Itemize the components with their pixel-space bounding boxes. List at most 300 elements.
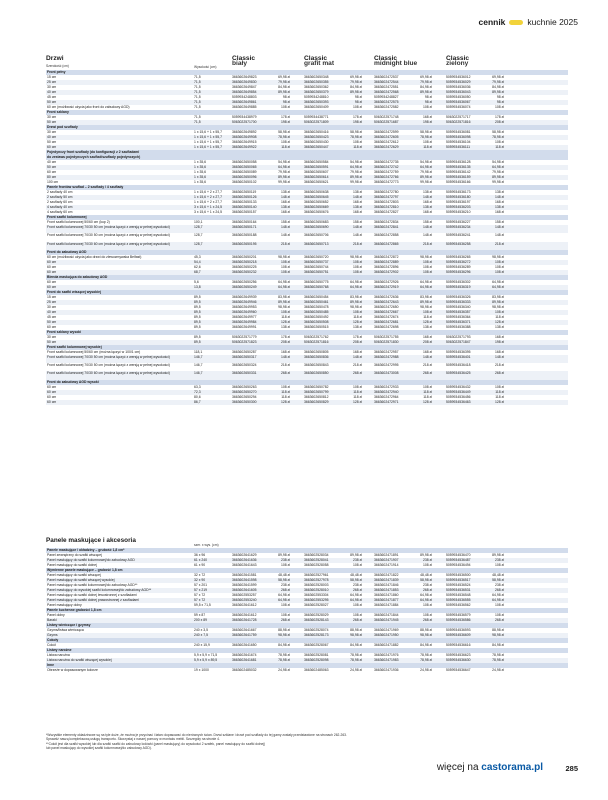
price: 198 zł (280, 120, 290, 124)
price: 148 zł (422, 233, 432, 238)
table-row (46, 400, 568, 405)
price: 118 zł (423, 314, 432, 319)
price: 238 zł (280, 558, 290, 562)
ean-code: 3663602472544 (374, 80, 399, 84)
price: 268 zł (352, 618, 362, 622)
ean-code: 5063022571779 (232, 334, 257, 339)
ean-code: 3663602649960 (232, 309, 257, 314)
category-label: Front szklany (47, 110, 69, 114)
ean-code: 3663602528067 (304, 643, 329, 647)
item-dimension: 36 x 96 (194, 553, 206, 557)
price: 89,98 zł (420, 90, 432, 94)
item-dimension: 45,3 (194, 254, 201, 259)
price: 64,98 zł (350, 284, 362, 289)
ean-code: 3663602528041 (304, 558, 329, 562)
ean-code: 3663602528098 (304, 658, 329, 662)
item-name: Front szafki kolumnowej 70/30 60 cm (można łączyć z wersją w pełnej wysokości) (47, 241, 170, 246)
price: 69,98 zł (350, 75, 362, 79)
price: 108 zł (494, 563, 504, 567)
price: 138 zł (280, 324, 290, 329)
ean-code: 3663602650355 (304, 80, 329, 84)
item-dimension: 13,8 (194, 284, 201, 289)
ean-code: 3663602650461 (304, 299, 329, 304)
ean-code: 3663602650850 (304, 371, 329, 376)
ean-code: 5063022571748 (374, 115, 399, 119)
price: 148 zł (352, 354, 362, 359)
price: 268 zł (352, 371, 362, 376)
price: 138 zł (422, 190, 432, 194)
ean-code: 3663602472681 (374, 319, 399, 324)
price: 148 zł (352, 195, 362, 199)
item-name: 80 cm (47, 175, 57, 179)
price: 48,48 zł (350, 573, 362, 577)
ean-code: 3663602528029 (304, 613, 329, 617)
ean-code: 3663602650416 (304, 130, 329, 134)
ean-code: 5059934536340 (446, 304, 471, 309)
ean-code: 3663602472872 (374, 254, 399, 259)
site-name: castorama.pl (481, 762, 543, 773)
ean-code: 3663602471882 (374, 643, 399, 647)
ean-code: 5059934536364 (446, 314, 471, 319)
price: 58,98 zł (278, 578, 290, 582)
price: 108 zł (422, 613, 432, 617)
item-dimension: 61 x 90 (194, 563, 206, 567)
price: 268 zł (280, 618, 290, 622)
price: 168 zł (352, 349, 362, 354)
item-name: 50 cm (47, 319, 57, 324)
price: 208 zł (352, 339, 362, 344)
table-row (46, 668, 568, 673)
ean-code: 3663602649977 (232, 314, 257, 319)
price: 98 zł (496, 95, 504, 99)
ean-code: 5059934536197 (446, 200, 471, 204)
price: 118 zł (281, 394, 290, 399)
ean-code: 5059934536371 (446, 319, 471, 324)
item-dimension: 240 x 15,9 (194, 643, 210, 647)
item-name: Panel zewnętrzny do szafki wiszącej (47, 553, 102, 557)
price: 98 zł (496, 100, 504, 104)
price: 128 zł (280, 319, 290, 324)
ean-code: 3663602472964 (374, 394, 399, 399)
item-name: 45 cm (47, 95, 57, 99)
price: 99,98 zł (420, 180, 432, 184)
item-dimension: 59,5 x 71,5 (194, 603, 211, 607)
ean-code: 5059934536173 (446, 190, 471, 194)
price: 79,98 zł (420, 170, 432, 174)
price: 84,98 zł (350, 85, 362, 89)
item-name: Obrzeże w dopasowanym kolorze (47, 668, 98, 672)
price: 238 zł (422, 583, 432, 587)
item-dimension: 71,5 (194, 120, 201, 124)
ean-code: 3663602650287 (232, 349, 257, 354)
item-dimension: 19 x 1000 (194, 668, 209, 672)
price: 218 zł (494, 241, 504, 246)
item-dimension: 62,6 (194, 264, 201, 269)
ean-code: 3663602649953 (232, 304, 257, 309)
ean-code: 3663602650584 (304, 160, 329, 164)
item-name: 60 cm (47, 264, 57, 269)
price: 108 zł (422, 309, 432, 314)
ean-code: 5063022571687 (374, 120, 399, 124)
price: 108 zł (422, 105, 432, 109)
item-dimension: 3 x 15,6 + 1 x 24,5 (194, 210, 222, 214)
ean-code: 5059934536166 (446, 180, 471, 184)
ean-code: 3663602650669 (304, 205, 329, 209)
ean-code: 3663602650652 (304, 200, 329, 204)
ean-code: 3663602650324 (232, 363, 257, 368)
price: 64,98 zł (492, 593, 504, 597)
ean-code: 5059934536128 (446, 160, 471, 164)
ean-code: 5059934536418 (446, 363, 471, 368)
price: 108 zł (352, 613, 362, 617)
price: 58,98 zł (420, 578, 432, 582)
ean-code: 3663602650751 (304, 269, 329, 274)
price: 118 zł (281, 314, 290, 319)
ean-code: 3663602472803 (374, 200, 399, 204)
item-dimension: 63,3 (194, 384, 201, 389)
ean-code: 3663602472575 (374, 100, 399, 104)
ean-code: 5063022571762 (304, 334, 329, 339)
price: 148 zł (494, 195, 504, 199)
price: 89,98 zł (350, 299, 362, 304)
item-dimension: 1 x 35,6 (194, 170, 207, 174)
price: 128 zł (494, 319, 504, 324)
table-row (46, 233, 568, 241)
price: 238 zł (494, 558, 504, 562)
price: 168 zł (352, 210, 362, 214)
price: 108 zł (494, 259, 504, 264)
ean-code: 3663602641581 (232, 573, 257, 577)
price: 148 zł (494, 225, 504, 229)
price: 78,98 zł (420, 658, 432, 662)
ean-code: 5063022571755 (374, 334, 399, 339)
price: 238 zł (494, 583, 504, 587)
ean-code: 3663602649946 (232, 299, 257, 304)
price: 83,98 zł (492, 294, 504, 299)
item-dimension: 1 x 35,6 (194, 180, 207, 184)
item-dimension: 1 x 35,6 (194, 175, 207, 179)
price: 138 zł (494, 324, 504, 329)
ean-code: 3663602472797 (374, 195, 399, 199)
ean-code: 5059934536012 (446, 75, 471, 79)
price: 79,98 zł (278, 80, 290, 84)
price: 64,98 zł (420, 279, 432, 284)
table-row (46, 355, 568, 363)
price: 84,98 zł (420, 643, 432, 647)
item-name: 50 cm (47, 339, 57, 344)
ean-code: 5059934536319 (446, 284, 471, 289)
price: 79,98 zł (278, 170, 290, 174)
ean-code: 3663602472698 (374, 324, 399, 329)
ean-code: 3663602650102 (232, 180, 257, 184)
price: 208 zł (422, 339, 432, 344)
item-name: Panel maskujący do szafki dolnej (47, 563, 97, 567)
price: 54,98 zł (420, 160, 432, 164)
category-label: Blenda maskująca do zabudowy AGD (47, 274, 108, 279)
price: 79,98 zł (350, 170, 362, 174)
price: 218 zł (422, 363, 432, 368)
price: 118 zł (281, 145, 290, 149)
ean-code: 5059934536623 (446, 653, 471, 657)
section-doors-header (46, 56, 568, 70)
price: 128 zł (422, 399, 432, 404)
price: 89,98 zł (420, 553, 432, 557)
ean-code: 5059934536500 (446, 573, 471, 577)
item-dimension: 1 x 15,6 + 2 x 27,7 (194, 190, 222, 194)
ean-code: 3663602472551 (374, 85, 399, 89)
price: 148 zł (280, 354, 290, 359)
price: 168 zł (494, 349, 504, 354)
ean-code: 3663602641643 (232, 563, 257, 567)
ean-code: 3663602472995 (374, 363, 399, 368)
category-label: Drzwi pod szuflady (47, 125, 78, 129)
price: 98,98 zł (278, 633, 290, 637)
price: 108 zł (280, 259, 290, 264)
ean-code: 3663602528074 (304, 628, 329, 632)
price: 98 zł (354, 95, 362, 99)
item-dimension: 1 x 15,6 + 1 x 55,7 (194, 130, 222, 134)
price: 98,98 zł (492, 304, 504, 309)
ean-code: 3663602650171 (232, 225, 257, 229)
item-name: 50 cm (47, 100, 57, 104)
item-dimension: 118,1 (194, 349, 203, 354)
price: 108 zł (280, 140, 290, 144)
ean-code: 3663602650843 (304, 363, 329, 368)
price: 99,98 zł (350, 180, 362, 184)
price: 64,98 zł (492, 165, 504, 169)
item-name: Front szafki kolumnowej 70/30 50 cm (można łączyć z wersją w pełnej wysokości) (47, 363, 170, 368)
price: 118 zł (353, 389, 362, 394)
price: 268 zł (494, 371, 504, 376)
category-label: Front szklany wysoki (47, 329, 82, 334)
ean-code: 3663602650218 (232, 259, 257, 264)
price: 198 zł (352, 120, 362, 124)
item-dimension: 68,7 (194, 269, 201, 274)
item-name: Panel maskujący do szafki kolumnowej/do zabudowy AGD (47, 558, 135, 562)
price: 79,98 zł (492, 170, 504, 174)
price: 108 zł (422, 563, 432, 567)
ean-code: 3663602528034 (304, 553, 329, 557)
section-panels (46, 538, 568, 673)
ean-code: 3663602649915 (232, 140, 257, 144)
ean-code: 3663602650638 (304, 190, 329, 194)
price: 89,98 zł (350, 90, 362, 94)
price: 108 zł (280, 603, 290, 607)
item-dimension: 89,5 (194, 309, 201, 314)
price: 64,98 zł (278, 279, 290, 284)
price: 118 zł (353, 314, 362, 319)
ean-code: 5059934536104 (446, 140, 471, 144)
ean-code: 3663602472889 (374, 259, 399, 264)
price: 84,98 zł (420, 85, 432, 89)
price: 108 zł (494, 269, 504, 274)
ean-code: 3663602650201 (232, 254, 257, 259)
price: 98 zł (354, 100, 362, 104)
item-name: 40 cm (47, 90, 57, 94)
price: 58,98 zł (278, 130, 290, 134)
ean-code: 5059934536524 (446, 583, 471, 587)
price: 148 zł (352, 225, 362, 229)
price: 98,98 zł (278, 304, 290, 309)
price: 108 zł (494, 309, 504, 314)
col3-title: Classic (374, 55, 398, 62)
ean-code: 5059934536210 (446, 210, 471, 214)
price: 108 zł (352, 309, 362, 314)
price: 118 zł (423, 145, 432, 149)
item-name: 60 cm (47, 384, 57, 389)
price: 218 zł (422, 241, 432, 246)
site-link[interactable] (437, 762, 543, 773)
item-name: Baraki (47, 618, 57, 622)
item-dimension: 71,5 (194, 105, 201, 109)
item-dimension: 100,1 (194, 220, 203, 224)
ean-code: 3663602641728 (232, 618, 257, 622)
ean-code: 3663602472650 (374, 304, 399, 309)
ean-code: 3663602641667 (232, 628, 257, 632)
item-dimension: 72,3 (194, 389, 201, 394)
footnote: Sprawdź naszą kompleksową usługę transportu. Skorzystaj z naszej pomocy w montażu mebli. Szczegóły na stronie 4. (46, 737, 220, 742)
item-dimension: 1 x 15,6 + 1 x 55,7 (194, 135, 222, 139)
col1-title: Classic (232, 55, 256, 62)
item-name: 60 cm (47, 399, 57, 404)
ean-code: 5059934536333 (446, 299, 471, 304)
item-name: Panel maskujący do szafki kolumnowej/do zabudowy AGD** (47, 583, 138, 587)
item-dimension: 71,5 (194, 90, 201, 94)
price: 89,98 zł (278, 175, 290, 179)
ean-code: 5059934536074 (446, 105, 471, 109)
price: 78,98 zł (278, 653, 290, 657)
item-name: Front szafki kolumnowej 50/60 cm (można łączyć w 100/1 cm) (47, 349, 141, 354)
ean-code: 3663602471839 (374, 578, 399, 582)
ean-code: 5059934536388 (446, 324, 471, 329)
ean-code: 5059934536449 (446, 389, 471, 394)
price: 89,98 zł (492, 175, 504, 179)
category-label: Panele frontów szuflad – 2 szuflady / 4 szuflady (47, 185, 124, 189)
item-name: Gzyms/listwa wieńcząca (47, 628, 84, 632)
item-name: 100 cm (47, 180, 59, 184)
ean-code: 5059934536494 (446, 563, 471, 567)
price: 98 zł (424, 100, 432, 104)
ean-code: 3663602472667 (374, 309, 399, 314)
ean-code: 3663602650775 (304, 279, 329, 284)
price: 108 zł (280, 384, 290, 389)
ean-code: 3663602650157 (232, 210, 257, 214)
price: 168 zł (422, 334, 432, 339)
item-name: 45 cm (47, 314, 57, 319)
ean-code: 5059934536432 (446, 384, 471, 389)
ean-code: 3663602650508 (304, 319, 329, 324)
ean-code: 5059934536289 (446, 264, 471, 269)
ean-code: 3663602553257 (232, 593, 257, 597)
section-doors (46, 56, 568, 405)
item-dimension: 240 x 3,5 (194, 628, 208, 632)
ean-code: 3663602472773 (374, 180, 399, 184)
ean-code: 3663602649854 (232, 90, 257, 94)
price: 158 zł (280, 220, 290, 224)
ean-code: 3663602650799 (304, 389, 329, 394)
ean-code: 3663602650195 (232, 241, 257, 246)
item-dimension: 80,6 (194, 394, 201, 399)
category-label: Panele maskujące / okładziny – grubość 1,8 cm* (47, 548, 125, 552)
ean-code: 3663602471914 (374, 563, 399, 567)
ean-code: 3663602472834 (374, 220, 399, 224)
ean-code: 5059934536067 (446, 100, 471, 104)
ean-code: 5059934536579 (446, 613, 471, 617)
price: 108 zł (494, 264, 504, 269)
price: 78,98 zł (278, 135, 290, 139)
price: 58,98 zł (492, 578, 504, 582)
price: 208 zł (494, 120, 504, 124)
ean-code: 5059934536227 (446, 220, 471, 224)
ean-code: 3663602650515 (304, 324, 329, 329)
price: 54,98 zł (278, 160, 290, 164)
price: 148 zł (494, 354, 504, 359)
col2-title: Classic (304, 55, 328, 62)
item-dimension: 89,5 (194, 314, 201, 319)
item-dimension: 57 x 72 (194, 593, 206, 597)
ean-code: 3663602471969 (374, 628, 399, 632)
price: 218 zł (494, 363, 504, 368)
ean-code: 3663602472940 (374, 389, 399, 394)
item-dimension: 61 x 240 (194, 558, 208, 562)
price: 238 zł (352, 558, 362, 562)
ean-code: 3663602650768 (304, 284, 329, 289)
ean-code: 3663602528003 (304, 583, 329, 587)
item-dimension: 89,5 (194, 334, 201, 339)
ean-code: 5059934536135 (446, 165, 471, 169)
item-name: 40 cm (47, 160, 57, 164)
price: 98 zł (424, 95, 432, 99)
ean-code: 3663602650782 (304, 384, 329, 389)
item-dimension: 89,5 (194, 319, 201, 324)
category-label: Pojedynczy front szuflady (do konfiguracji z 2 szufladami (47, 150, 140, 154)
item-name: Cokół (47, 643, 56, 647)
price: 178 zł (494, 115, 504, 119)
ean-code: 5059934536296 (446, 269, 471, 274)
item-dimension: 71,5 (194, 100, 201, 104)
price: 78,98 zł (350, 658, 362, 662)
ean-code: 5063022571816 (304, 339, 329, 344)
price: 84,98 zł (278, 643, 290, 647)
ean-code: 3663602650379 (304, 90, 329, 94)
dimension-label: szer. x wys. (cm) (194, 543, 219, 547)
ean-code: 5059934536272 (446, 259, 471, 264)
price: 64,98 zł (278, 598, 290, 602)
price: 108 zł (422, 269, 432, 274)
table-row (46, 242, 568, 250)
item-name: 60 cm (możliwość użycia jako drzwi do zlewozmywaka Belfast) (47, 254, 142, 259)
category-label: Panele kuchenne grubości 1,8 cm (47, 608, 102, 612)
ean-code: 3663602641681 (232, 658, 257, 662)
price: 148 zł (422, 225, 432, 229)
ean-code: 3663602650836 (304, 354, 329, 359)
ean-code: 3663602650447 (304, 145, 329, 149)
ean-code: 5059934536630 (446, 658, 471, 662)
ean-code: 5059934536517 (446, 578, 471, 582)
item-dimension: 57 x 219 (194, 588, 208, 592)
ean-code: 3663602649991 (232, 324, 257, 329)
price: 89,98 zł (350, 553, 362, 557)
ean-code: 5059934536401 (446, 354, 471, 359)
price: 268 zł (422, 371, 432, 376)
item-name: 50 cm (47, 165, 57, 169)
ean-code: 3663602650706 (304, 233, 329, 238)
price: 64,98 zł (420, 593, 432, 597)
price: 268 zł (280, 371, 290, 376)
item-name: 25 cm (47, 80, 57, 84)
price: 89,98 zł (492, 90, 504, 94)
ean-code: 5059934536555 (446, 598, 471, 602)
